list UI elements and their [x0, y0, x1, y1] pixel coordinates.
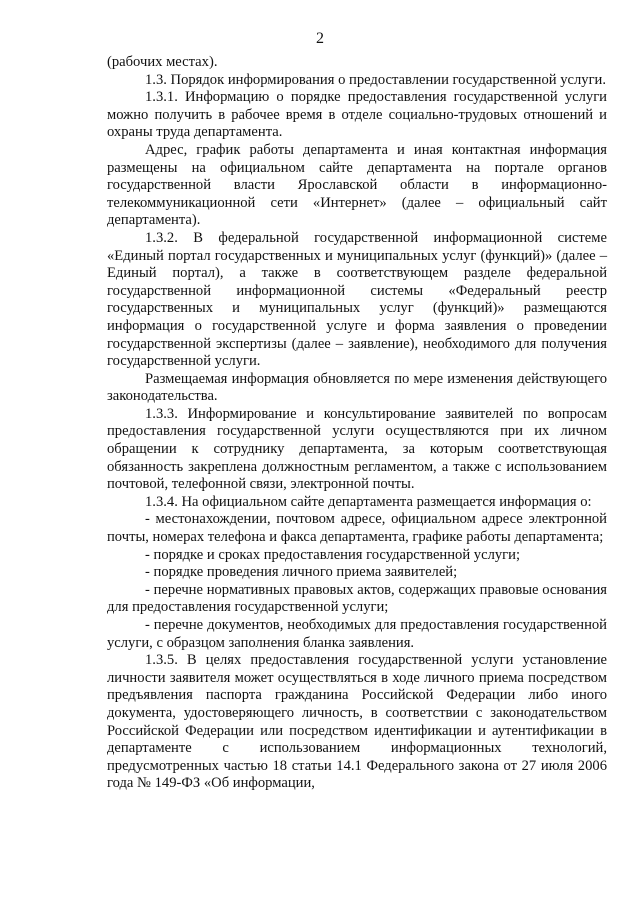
paragraph: Размещаемая информация обновляется по мере изменения действующего законодательства.	[107, 370, 607, 405]
list-item: - порядке проведения личного приема заявителей;	[145, 564, 458, 581]
paragraph: (рабочих местах).	[107, 54, 218, 70]
paragraph: 1.3.4. На официальном сайте департамента размещается информация о:	[145, 493, 592, 510]
section-heading: 1.3. Порядок информирования о предоставлении государственной услуги.	[145, 71, 607, 88]
paragraph: 1.3.1. Информацию о порядке предоставления государственной услуги можно получить в рабочее время в отделе социально-трудовых отношений и охраны труда департамента.	[107, 89, 607, 141]
paragraph: 1.3.3. Информирование и консультирование заявителей по вопросам предоставления государственной услуги осуществляются при их личном обращении к сотруднику департамента, за которым соответствующая обязанность закреплена должностным регламентом, а также с использованием почтовой, телефонной связи, электронной почты.	[107, 405, 607, 493]
list-item: - местонахождении, почтовом адресе, официальном адресе электронной почты, номерах телефона и факса департамента, графике работы департамента;	[107, 511, 607, 546]
paragraph: 1.3.2. В федеральной государственной информационной системе «Единый портал государственных и муниципальных услуг (функций)» (далее – Единый портал), а также в соответствующем разделе федеральной государственной информационной системы «Федеральный реестр государственных и муниципальных услуг (функций)» размещаются информация о государственной услуге и форма заявления о проведении государственной экспертизы (далее – заявление), необходимого для получения государственной услуги.	[107, 229, 607, 370]
list-item: - перечне документов, необходимых для предоставления государственной услуги, с образцом заполнения бланка заявления.	[107, 617, 607, 651]
paragraph: Адрес, график работы департамента и иная контактная информация размещены на официальном сайте департамента на портале органов государственной власти Ярославской области в информационно-телекоммуникационной сети «Интернет» (далее – официальный сайт департамента).	[107, 141, 607, 229]
page-number: 2	[316, 30, 324, 47]
list-item: - перечне нормативных правовых актов, содержащих правовые основания для предоставления государственной услуги;	[107, 581, 607, 616]
paragraph: 1.3.5. В целях предоставления государственной услуги установление личности заявителя может осуществляться в ходе личного приема посредством предъявления паспорта гражданина Российской Федерации либо иного документа, удостоверяющего личность, в соответствии с законодательством Российской Федерации или посредством идентификации и аутентификации в департаменте с использованием информационных технологий, предусмотренных частью 18 статьи 14.1 Федерального закона от 27 июля 2006 года № 149-ФЗ «Об информации,	[107, 652, 607, 792]
document-body	[107, 54, 607, 793]
list-item: - порядке и сроках предоставления государственной услуги;	[145, 546, 521, 563]
